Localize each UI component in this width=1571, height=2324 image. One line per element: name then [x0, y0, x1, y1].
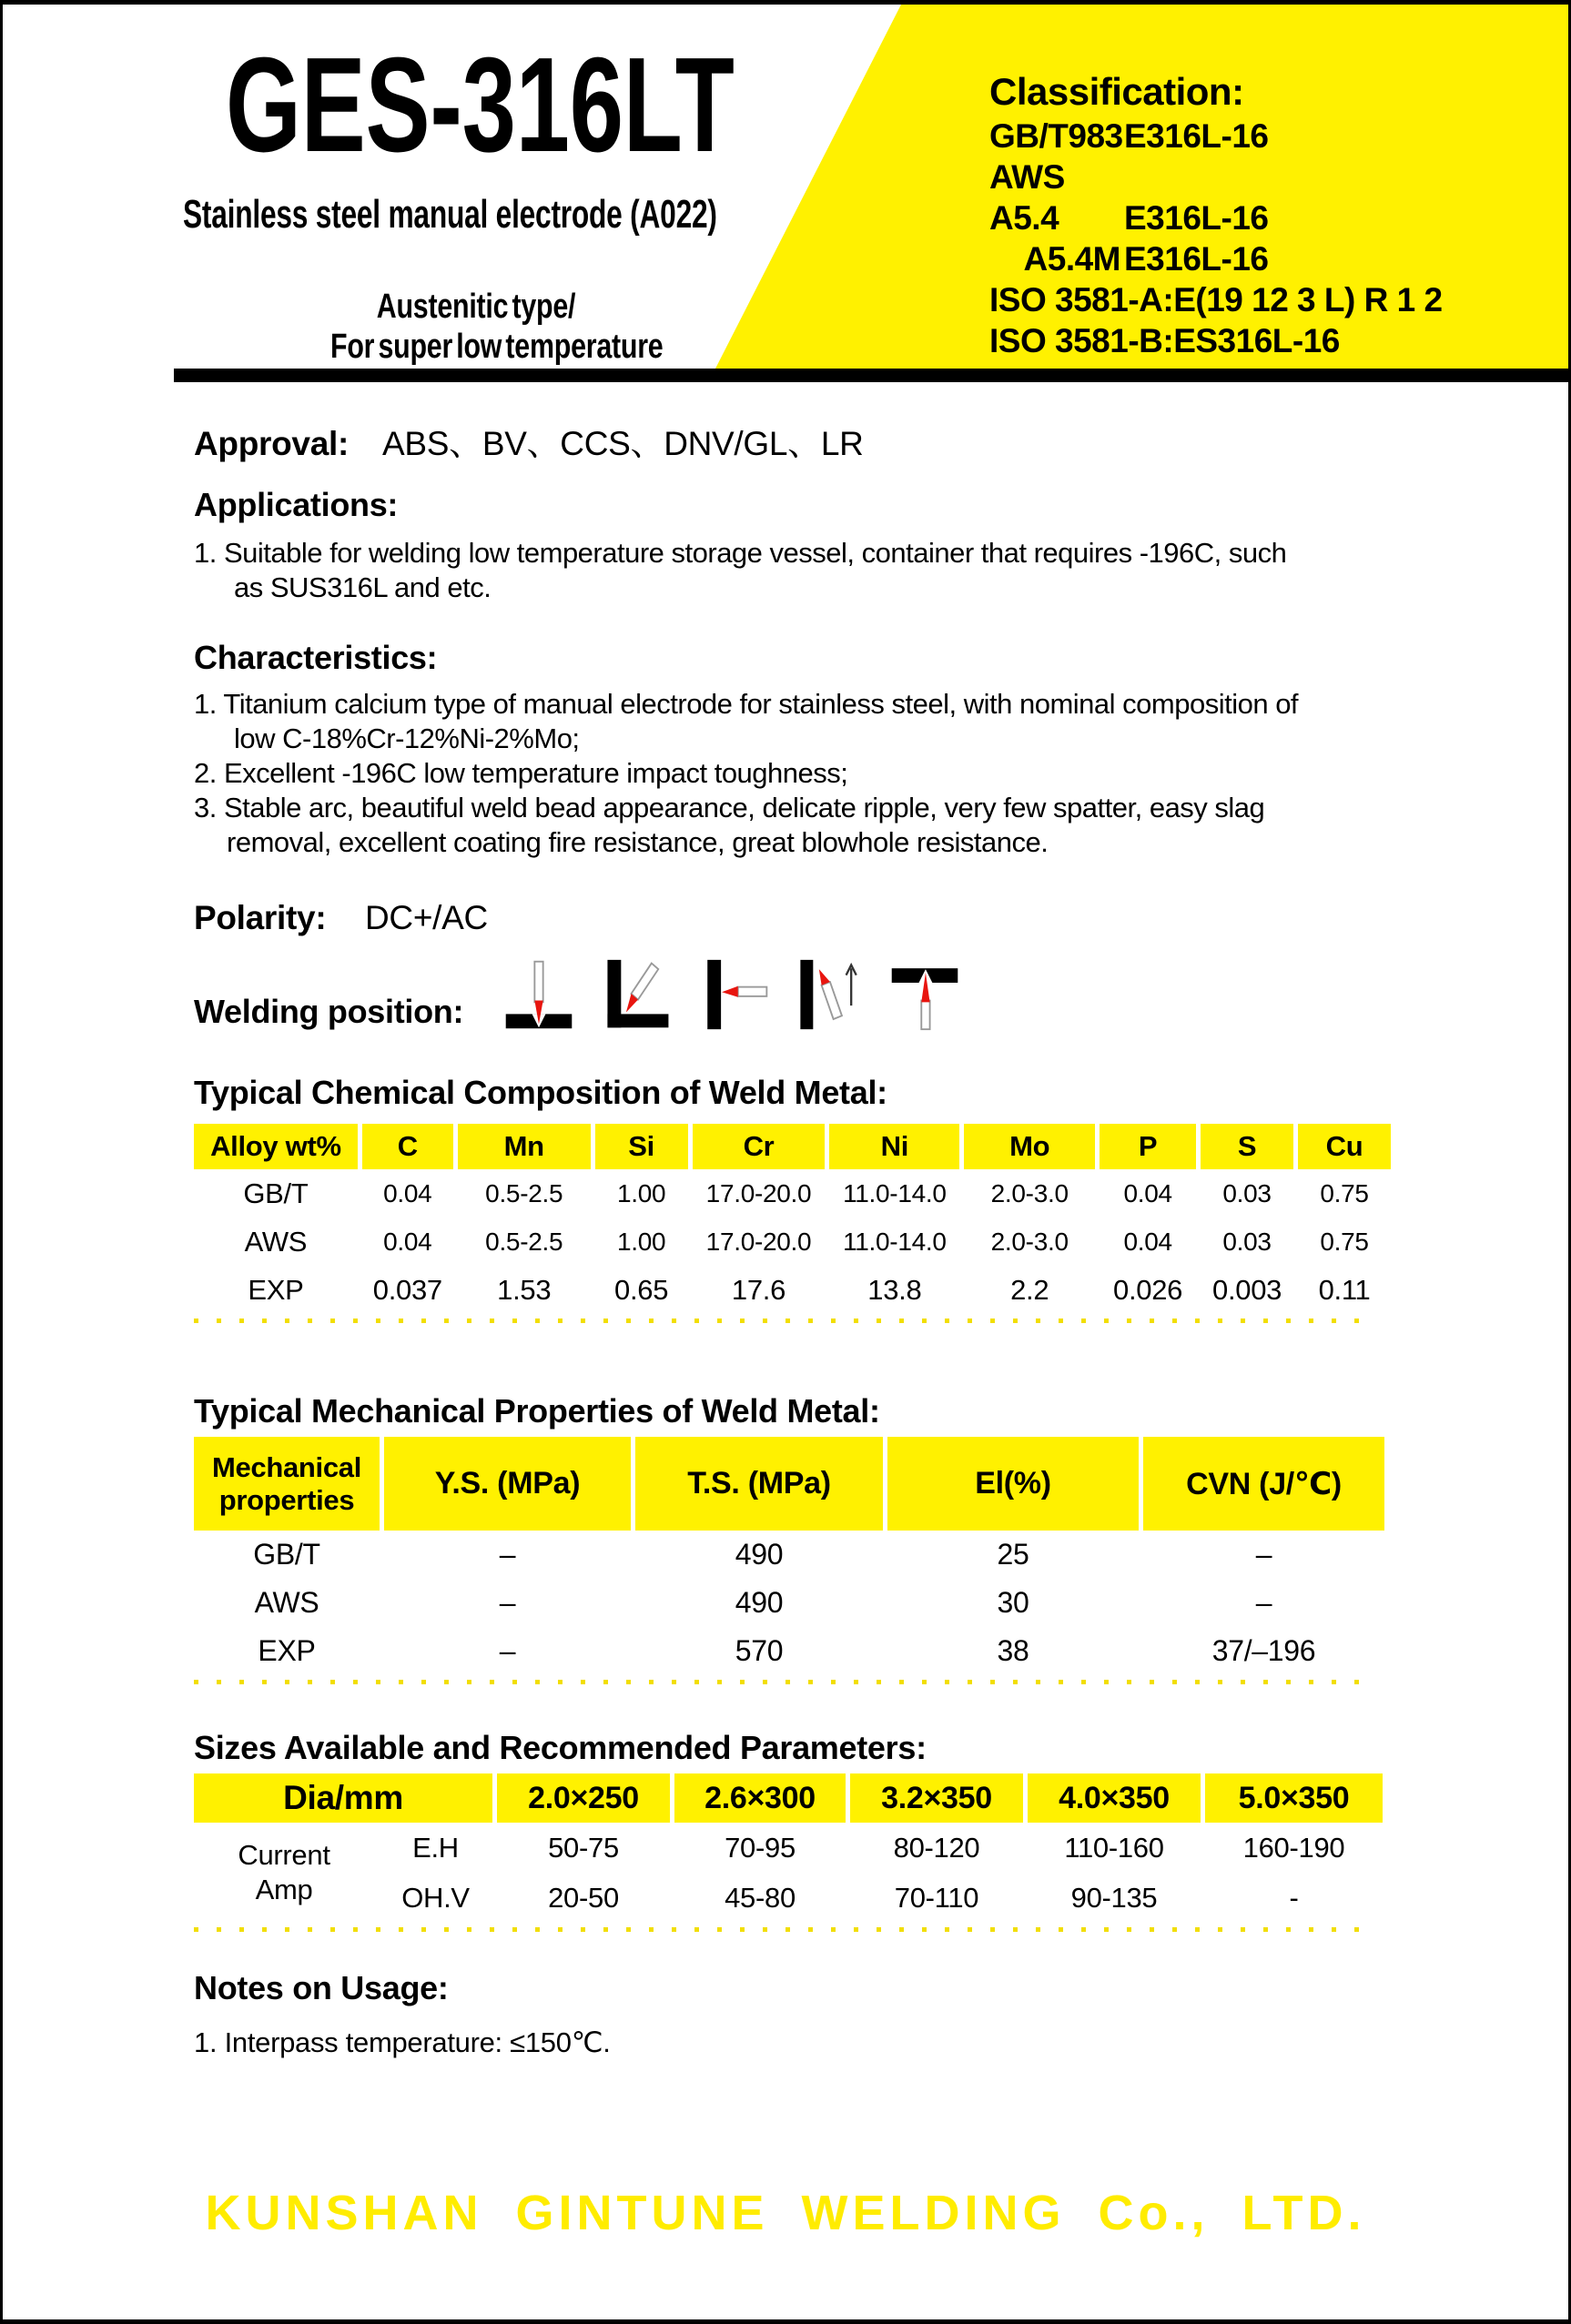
- column-header: 2.6×300: [674, 1773, 846, 1823]
- row-label: [194, 1823, 374, 1923]
- table-cell: 70-95: [725, 1831, 796, 1864]
- table-cell: 2.0-3.0: [990, 1227, 1069, 1256]
- column-header: 3.2×350: [850, 1773, 1023, 1823]
- mechanical-properties-heading: Typical Mechanical Properties of Weld Metal:: [194, 1392, 880, 1430]
- table-cell: 0.04: [1123, 1227, 1172, 1256]
- table-cell: 1.00: [616, 1178, 666, 1207]
- column-header: 4.0×350: [1028, 1773, 1201, 1823]
- classification-row: [989, 238, 1443, 279]
- mechanical-properties-section: [194, 1393, 1395, 1684]
- sub-row-label: OH.V: [401, 1881, 470, 1914]
- table-cell: 0.03: [1222, 1178, 1272, 1207]
- column-header: Mo: [964, 1124, 1095, 1169]
- column-header: S: [1201, 1124, 1293, 1169]
- table-row: [194, 1627, 1384, 1675]
- company-footer: KUNSHAN GINTUNE WELDING Co., LTD.: [205, 2186, 1366, 2240]
- characteristics-line: removal, excellent coating fire resistance, great blowhole resistance.: [227, 826, 1049, 858]
- table-cell: 90-135: [1070, 1881, 1158, 1914]
- product-title: GES-316LT: [226, 30, 735, 180]
- classification-block: [989, 68, 1443, 361]
- column-header: P: [1100, 1124, 1196, 1169]
- table-cell: 2.0-3.0: [990, 1178, 1069, 1207]
- dotted-separator: [194, 1927, 1373, 1932]
- product-type: [330, 287, 664, 367]
- column-header: Cu: [1298, 1124, 1391, 1169]
- classification-grade: E316L-16: [1124, 117, 1269, 155]
- table-row: [194, 1579, 1384, 1627]
- table-cell: 1.53: [497, 1273, 552, 1306]
- table-row: [194, 1218, 1391, 1266]
- characteristics-section: [194, 640, 1298, 860]
- table-cell: –: [1255, 1586, 1272, 1619]
- table-cell: 2.2: [1010, 1273, 1049, 1306]
- table-cell: 490: [735, 1586, 784, 1619]
- table-header-row: [194, 1124, 1391, 1169]
- characteristics-heading: Characteristics:: [194, 639, 438, 676]
- classification-row: [989, 116, 1443, 157]
- characteristics-line: 1. Titanium calcium type of manual electrode for stainless steel, with nominal composition of: [194, 688, 1299, 720]
- horizontal-position-icon: [700, 958, 769, 1031]
- dotted-separator: [194, 1680, 1373, 1684]
- row-label: EXP: [258, 1634, 316, 1667]
- row-label: GB/T: [253, 1538, 320, 1571]
- applications-line: as SUS316L and etc.: [234, 571, 492, 603]
- classification-heading: Classification:: [989, 70, 1244, 113]
- characteristics-line: 2. Excellent -196C low temperature impact toughness;: [194, 757, 848, 789]
- table-row: [194, 1531, 1384, 1579]
- table-cell: 80-120: [893, 1831, 980, 1864]
- column-header: Alloy wt%: [194, 1124, 358, 1169]
- table-cell: –: [499, 1538, 516, 1571]
- column-header: El(%): [887, 1437, 1139, 1531]
- table-cell: 17.6: [731, 1273, 786, 1306]
- table-row: [194, 1169, 1391, 1218]
- table-cell: 0.04: [383, 1227, 432, 1256]
- row-label: AWS: [254, 1586, 319, 1619]
- classification-row: [989, 157, 1443, 238]
- column-header: CVN (J/℃): [1143, 1437, 1384, 1531]
- mechanical-properties-table: [189, 1437, 1389, 1675]
- table-cell: 0.5-2.5: [485, 1227, 563, 1256]
- table-cell: 0.75: [1320, 1178, 1369, 1207]
- table-cell: 37/–196: [1211, 1634, 1316, 1667]
- table-cell: 25: [997, 1538, 1029, 1571]
- classification-standard: AWS A5.4: [989, 158, 1065, 237]
- column-header: Y.S. (MPa): [384, 1437, 631, 1531]
- column-header: T.S. (MPa): [635, 1437, 883, 1531]
- classification-grade: E316L-16: [1124, 240, 1269, 278]
- row-label: GB/T: [243, 1177, 309, 1209]
- table-cell: 0.11: [1318, 1273, 1371, 1306]
- applications-heading: Applications:: [194, 486, 399, 523]
- chemical-composition-table: [189, 1124, 1395, 1314]
- column-header: Ni: [829, 1124, 959, 1169]
- approval-label: Approval:: [194, 425, 349, 462]
- applications-line: 1. Suitable for welding low temperature storage vessel, container that requires -196C, such: [194, 537, 1287, 569]
- table-cell: -: [1289, 1881, 1299, 1914]
- table-cell: 11.0-14.0: [843, 1227, 947, 1256]
- table-cell: 17.0-20.0: [705, 1178, 812, 1207]
- polarity-label: Polarity:: [194, 899, 327, 936]
- chemical-composition-section: [194, 1075, 1395, 1323]
- table-cell: 11.0-14.0: [843, 1178, 947, 1207]
- table-cell: 20-50: [548, 1881, 619, 1914]
- notes-line: 1. Interpass temperature: ≤150℃.: [194, 2026, 611, 2058]
- welding-position-icons: [503, 958, 960, 1031]
- sizes-heading: Sizes Available and Recommended Parameters:: [194, 1729, 927, 1766]
- row-label: AWS: [244, 1225, 308, 1258]
- overhead-position-icon: [889, 958, 960, 1031]
- table-cell: –: [1255, 1538, 1272, 1571]
- current-label: Current: [238, 1839, 330, 1871]
- sizes-table: [189, 1773, 1387, 1923]
- column-header: Mechanical properties: [194, 1437, 380, 1531]
- table-cell: 1.00: [616, 1227, 666, 1256]
- classification-standard: A5.4M: [1023, 240, 1120, 278]
- approval-value: ABS、BV、CCS、DNV/GL、LR: [382, 425, 864, 462]
- sizes-section: [194, 1730, 1395, 1932]
- table-cell: 0.026: [1113, 1273, 1183, 1306]
- table-cell: –: [499, 1586, 516, 1619]
- type-line-2: For super low temperature: [330, 328, 664, 366]
- amp-label: Amp: [255, 1874, 313, 1905]
- product-subtitle: Stainless steel manual electrode (A022): [183, 192, 717, 237]
- table-cell: 13.8: [867, 1273, 922, 1306]
- table-cell: 50-75: [548, 1831, 619, 1864]
- column-header: Si: [595, 1124, 688, 1169]
- table-cell: 0.04: [1123, 1178, 1172, 1207]
- approval-section: [194, 416, 864, 465]
- table-cell: 490: [735, 1538, 784, 1571]
- table-cell: 160-190: [1242, 1831, 1345, 1864]
- column-header: Dia/mm: [194, 1773, 492, 1823]
- vertical-up-position-icon: [798, 958, 860, 1031]
- sub-row-label: E.H: [412, 1831, 459, 1864]
- table-cell: 0.75: [1320, 1227, 1369, 1256]
- table-cell: 38: [997, 1634, 1029, 1667]
- characteristics-line: low C-18%Cr-12%Ni-2%Mo;: [234, 722, 580, 754]
- notes-section: [194, 1970, 611, 2059]
- table-cell: 0.5-2.5: [485, 1178, 563, 1207]
- table-cell: 0.037: [372, 1273, 442, 1306]
- table-row: [194, 1823, 1383, 1873]
- table-cell: 17.0-20.0: [705, 1227, 812, 1256]
- column-header: Mn: [458, 1124, 591, 1169]
- polarity-value: DC+/AC: [365, 899, 488, 936]
- dotted-separator: [194, 1319, 1373, 1323]
- characteristics-text: [194, 687, 1298, 860]
- table-cell: 45-80: [725, 1881, 796, 1914]
- table-header-row: [194, 1437, 1384, 1531]
- fillet-position-icon: [603, 958, 671, 1031]
- table-cell: 70-110: [894, 1881, 979, 1914]
- column-header: 2.0×250: [497, 1773, 670, 1823]
- chemical-composition-heading: Typical Chemical Composition of Weld Metal:: [194, 1074, 887, 1111]
- column-header: 5.0×350: [1205, 1773, 1383, 1823]
- table-cell: –: [499, 1634, 516, 1667]
- row-label: EXP: [248, 1273, 304, 1306]
- table-cell: 0.65: [614, 1273, 669, 1306]
- polarity-section: [194, 899, 488, 937]
- table-cell: 30: [997, 1586, 1029, 1619]
- type-line-1: Austenitic type/: [376, 288, 576, 326]
- table-cell: 570: [735, 1634, 784, 1667]
- classification-iso-line: ISO 3581-B:ES316L-16: [989, 322, 1340, 359]
- applications-text: [194, 536, 1286, 605]
- table-header-row: [194, 1773, 1383, 1823]
- classification-grade: E316L-16: [1124, 199, 1269, 237]
- table-cell: 110-160: [1064, 1831, 1164, 1864]
- characteristics-line: 3. Stable arc, beautiful weld bead appearance, delicate ripple, very few spatter, easy slag: [194, 792, 1265, 824]
- classification-standard: GB/T983: [989, 117, 1123, 155]
- notes-heading: Notes on Usage:: [194, 1969, 449, 2006]
- classification-iso-line: ISO 3581-A:E(19 12 3 L) R 1 2: [989, 281, 1443, 318]
- flat-position-icon: [503, 958, 574, 1031]
- table-row: [194, 1266, 1391, 1314]
- applications-section: [194, 487, 1286, 605]
- table-cell: 0.04: [383, 1178, 432, 1207]
- table-cell: 0.003: [1212, 1273, 1282, 1306]
- welding-position-label: Welding position:: [194, 993, 464, 1030]
- table-cell: 0.03: [1222, 1227, 1272, 1256]
- column-header: C: [362, 1124, 453, 1169]
- column-header: Cr: [693, 1124, 826, 1169]
- header-divider: [174, 369, 1568, 382]
